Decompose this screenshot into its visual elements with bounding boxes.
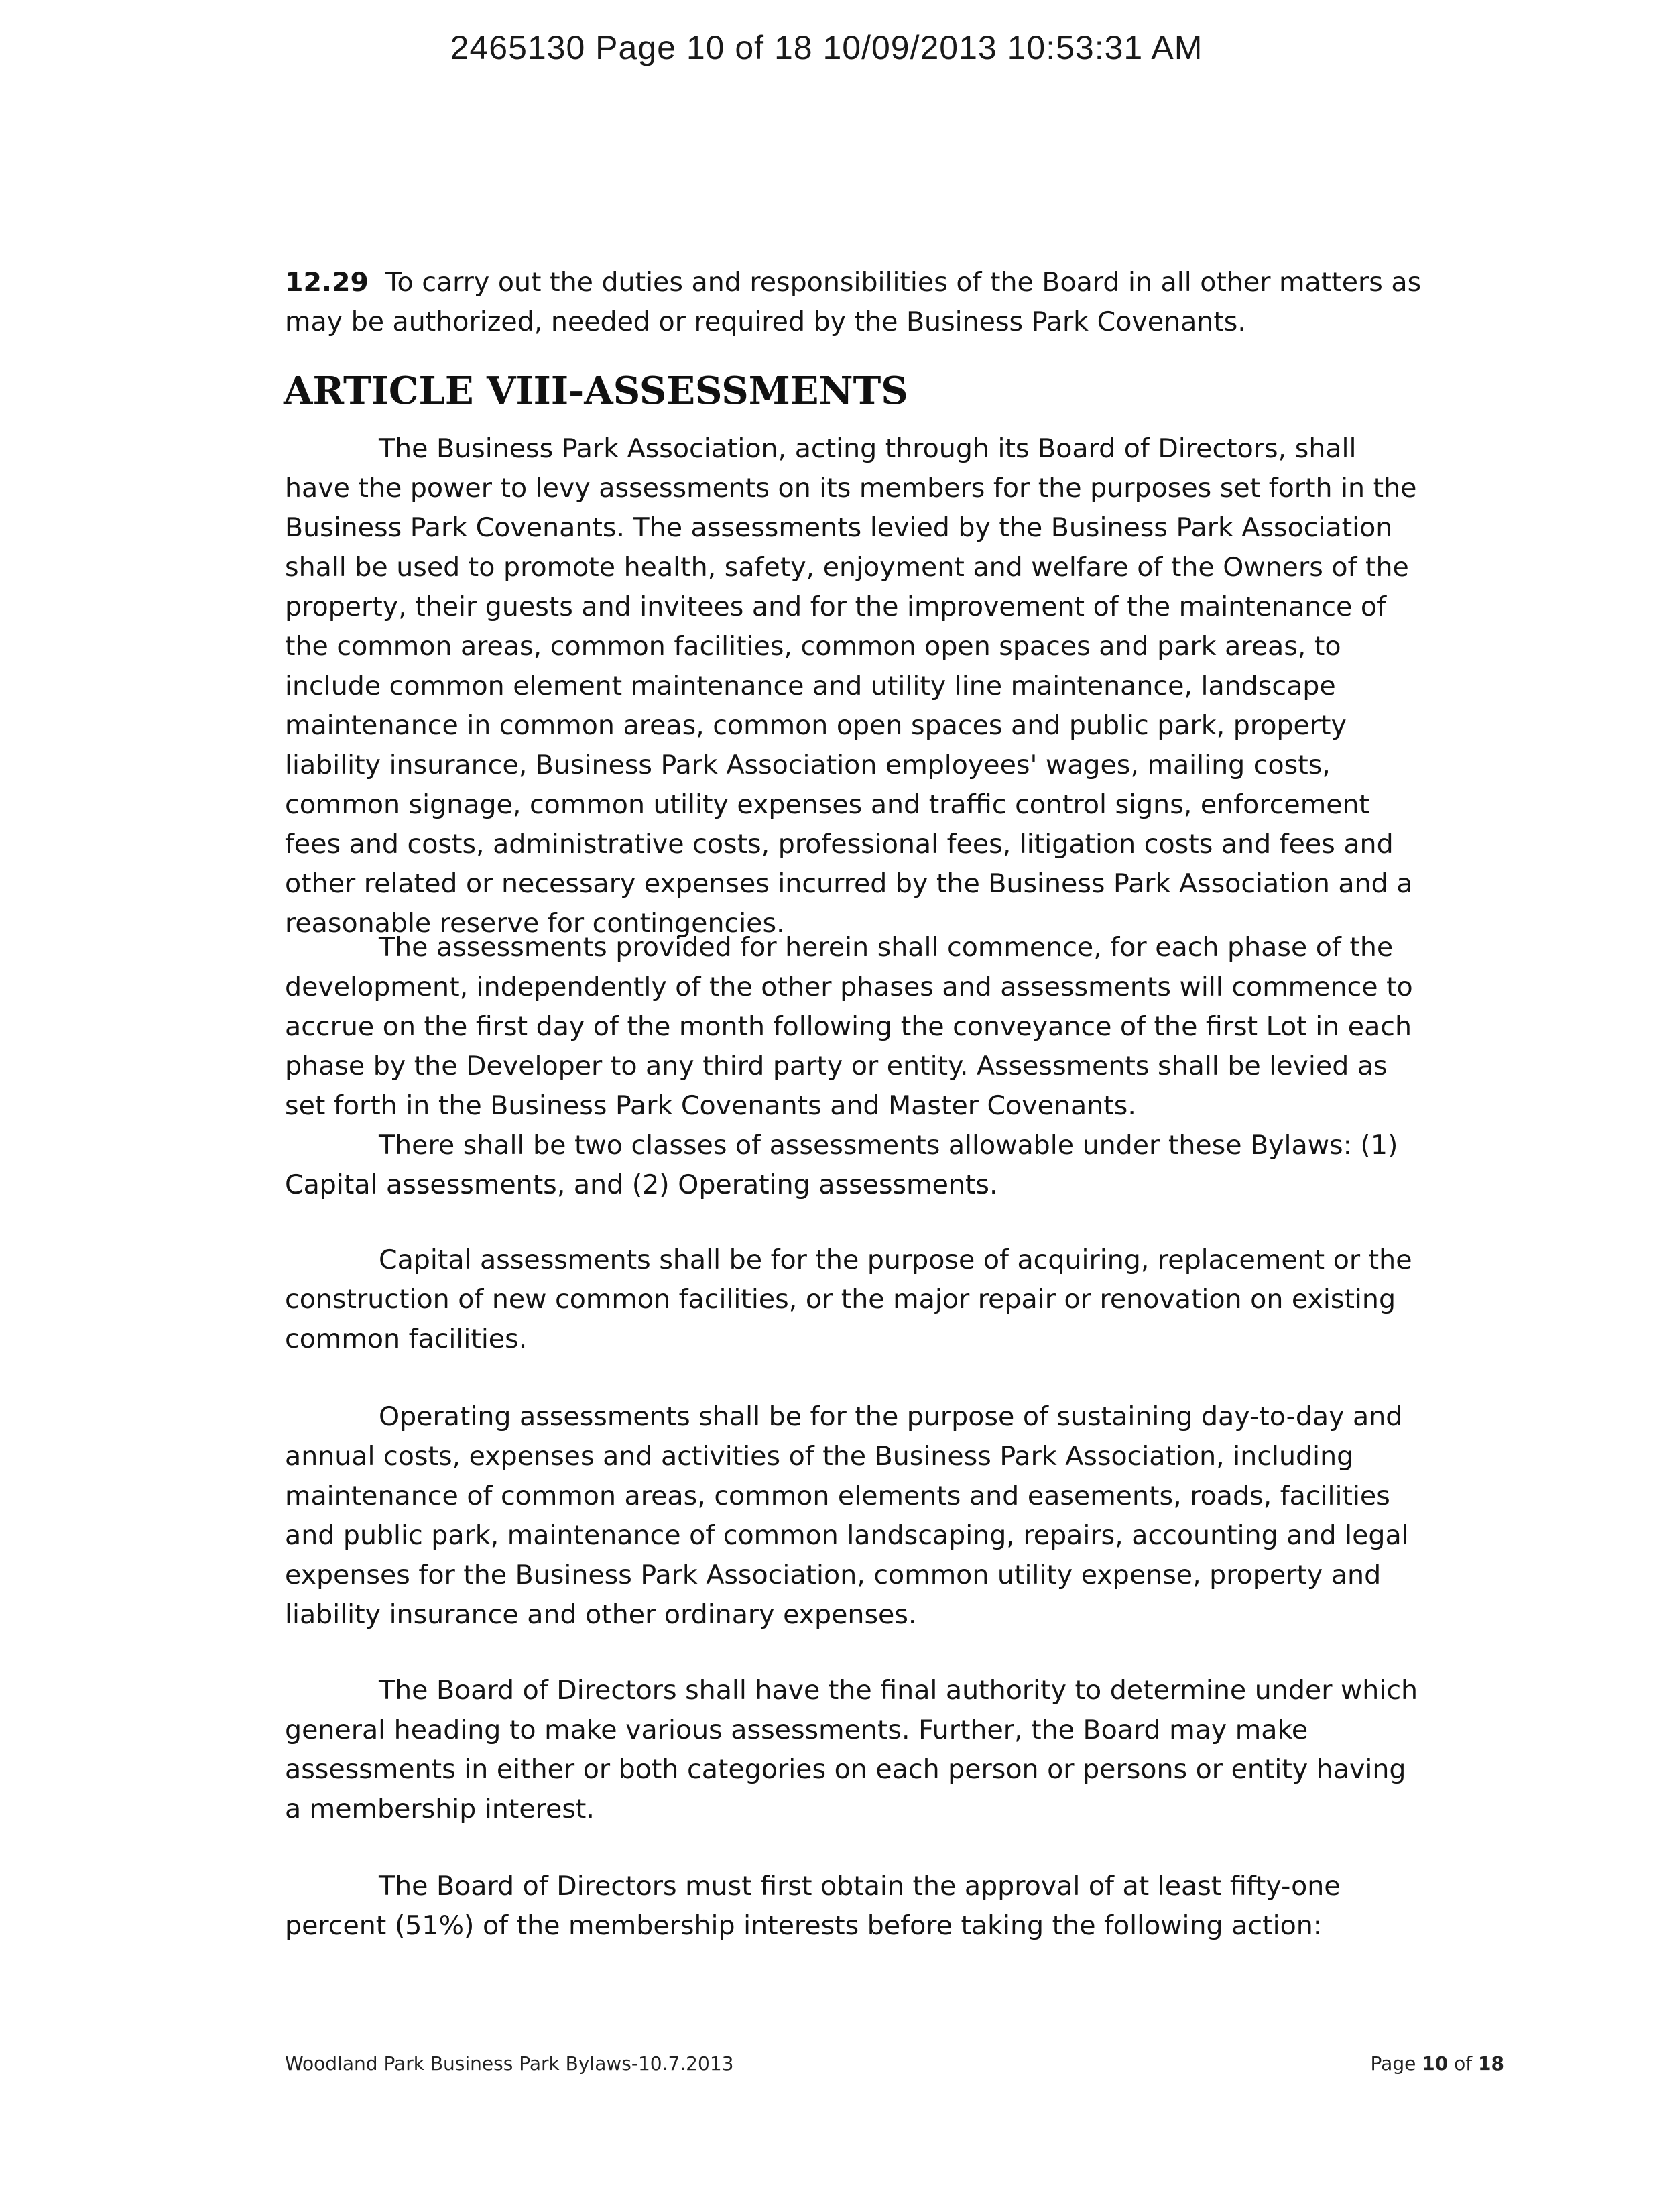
footer-document-name: Woodland Park Business Park Bylaws-10.7.2013	[285, 2052, 734, 2075]
paragraph-commencement	[285, 928, 1424, 1205]
section-number: 12.29	[285, 267, 369, 298]
paragraph-levy-power	[285, 429, 1424, 943]
paragraph-text: The Board of Directors shall have the final authority to determine under which general heading to make various assessments. Further, the Board may make assessments in either or both categories on each person or persons or entity having a membership interest.	[285, 1675, 1418, 1824]
section-text: To carry out the duties and responsibilities of the Board in all other matters as may be authorized, needed or required by the Business Park Covenants.	[285, 267, 1422, 337]
paragraph-text: The Board of Directors must first obtain the approval of at least fifty-one percent (51%) of the membership interests before taking the following action:	[285, 1871, 1341, 1941]
paragraph-text: Operating assessments shall be for the purpose of sustaining day-to-day and annual costs, expenses and activities of the Business Park Association, including maintenance of common areas, common elements and easements, roads, facilities and public park, maintenance of common landscaping, repairs, accounting and legal expenses for the Business Park Association, common utility expense, property and liability insurance and other ordinary expenses.	[285, 1401, 1409, 1630]
paragraph-operating	[285, 1397, 1424, 1635]
paragraph-capital	[285, 1240, 1424, 1359]
paragraph-board-authority	[285, 1671, 1424, 1829]
article-heading: ARTICLE VIII-ASSESSMENTS	[284, 369, 908, 413]
recording-stamp: 2465130 Page 10 of 18 10/09/2013 10:53:31 AM	[450, 29, 1203, 66]
paragraph-approval	[285, 1867, 1424, 1946]
paragraph-text: Capital assessments shall be for the purpose of acquiring, replacement or the construction of new common facilities, or the major repair or renovation on existing common facilities.	[285, 1244, 1412, 1354]
paragraph-classes: There shall be two classes of assessments allowable under these Bylaws: (1) Capital assessments, and (2) Operating assessments.	[285, 1130, 1398, 1200]
section-12-29	[285, 263, 1424, 342]
paragraph-text: The assessments provided for herein shall commence, for each phase of the development, independently of the other phases and assessments will commence to accrue on the first day of the month following the conveyance of the first Lot in each phase by the Developer to any third party or entity. Assessments shall be levied as set forth in the Business Park Covenants and Master Covenants.	[285, 932, 1413, 1121]
footer-page-number: Page 10 of 18	[1370, 2052, 1504, 2075]
paragraph-text: The Business Park Association, acting through its Board of Directors, shall have the power to levy assessments on its members for the purposes set forth in the Business Park Covenants. The assessments levied by the Business Park Association shall be used to promote health, safety, enjoyment and welfare of the Owners of the property, their guests and invitees and for the improvement of the maintenance of the common areas, common facilities, common open spaces and park areas, to include common element maintenance and utility line maintenance, landscape maintenance in common areas, common open spaces and public park, property liability insurance, Business Park Association employees' wages, mailing costs, common signage, common utility expenses and traffic control signs, enforcement fees and costs, administrative costs, professional fees, litigation costs and fees and other related or necessary expenses incurred by the Business Park Association and a reasonable reserve for contingencies.	[285, 433, 1417, 939]
